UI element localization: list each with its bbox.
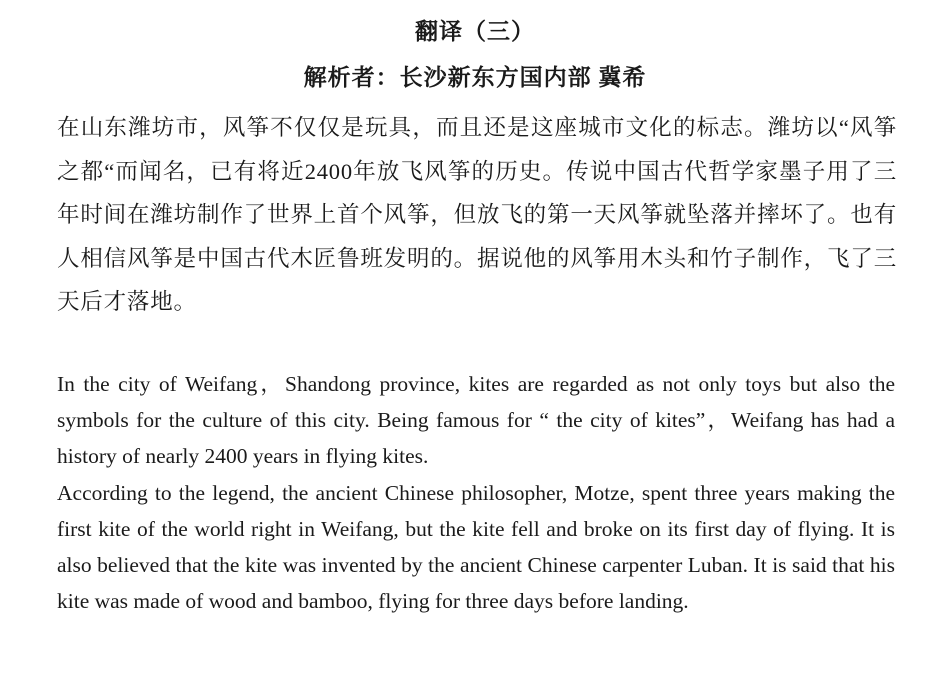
analyst-credit: 解析者：长沙新东方国内部 冀希 (303, 65, 647, 90)
page-title: 翻译（三） (415, 19, 535, 44)
english-translation (57, 366, 895, 619)
english-paragraph-1: In the city of Weifang，Shandong province, kites are regarded as not only toys but also the symbols for the culture of this city. Being famous for “ the city of kites”，Weifang has had a history of nearly 2400 years in flying kites. (57, 372, 895, 469)
english-paragraph-2: According to the legend, the ancient Chinese philosopher, Motze, spent three years making the first kite of the world right in Weifang, but the kite fell and broke on its first day of flying. It is also believed that the kite was invented by the ancient Chinese carpenter Luban. It is said that his kite was made of wood and bamboo, flying for three days before landing. (57, 480, 895, 614)
chinese-passage: 在山东潍坊市，风筝不仅仅是玩具，而且还是这座城市文化的标志。潍坊以“风筝之都“而闻名，已有将近2400年放飞风筝的历史。传说中国古代哲学家墨子用了三年时间在潍坊制作了世界上首个风筝，但放飞的第一天风筝就坠落并摔坏了。也有人相信风筝是中国古代木匠鲁班发明的。据说他的风筝用木头和竹子制作，飞了三天后才落地。 (57, 115, 897, 314)
